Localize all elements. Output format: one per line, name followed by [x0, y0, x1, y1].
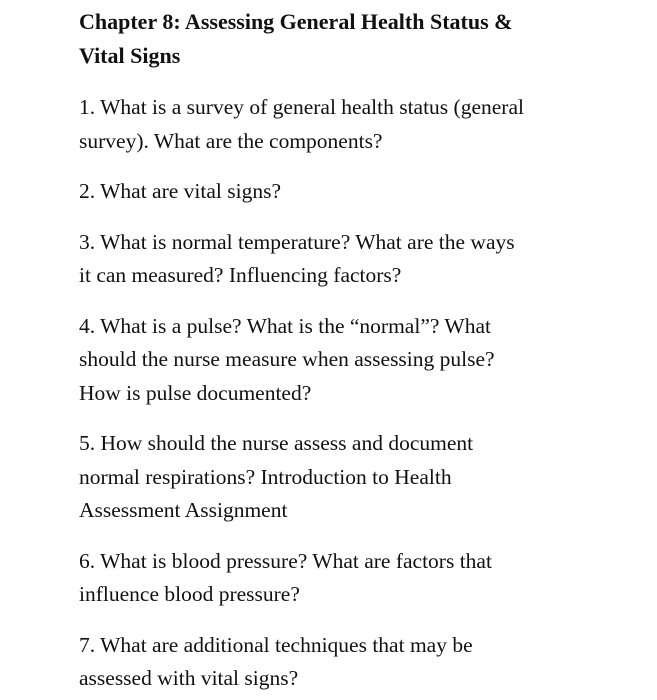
chapter-title-line-1: Chapter 8: Assessing General Health Status & — [79, 9, 513, 34]
question-line: 3. What is normal temperature? What are the ways — [79, 229, 515, 254]
question-line: 1. What is a survey of general health status (general — [79, 95, 524, 119]
question-3 — [79, 226, 639, 293]
question-line: normal respirations? Introduction to Health — [79, 464, 452, 489]
question-line: assessed with vital signs? — [79, 666, 299, 690]
question-line: it can measured? Influencing factors? — [79, 263, 402, 287]
chapter-title — [79, 5, 639, 73]
document-page — [79, 0, 639, 696]
question-6 — [79, 545, 639, 612]
question-line: Assessment Assignment — [79, 498, 288, 522]
question-line: 5. How should the nurse assess and document — [79, 431, 474, 455]
question-1 — [79, 91, 639, 158]
question-line: 4. What is a pulse? What is the “normal”? What — [79, 313, 491, 338]
question-line: should the nurse measure when assessing pulse? — [79, 347, 495, 371]
question-line: survey). What are the components? — [79, 128, 383, 153]
question-2 — [79, 175, 639, 209]
question-5 — [79, 427, 639, 528]
question-7 — [79, 629, 639, 696]
question-4 — [79, 310, 639, 411]
question-line: 7. What are additional techniques that may be — [79, 632, 473, 657]
chapter-title-line-2: Vital Signs — [79, 43, 181, 68]
question-line: 6. What is blood pressure? What are factors that — [79, 548, 492, 573]
question-list — [79, 91, 639, 696]
question-line: influence blood pressure? — [79, 582, 300, 606]
question-line: 2. What are vital signs? — [79, 179, 282, 203]
question-line: How is pulse documented? — [79, 380, 312, 405]
